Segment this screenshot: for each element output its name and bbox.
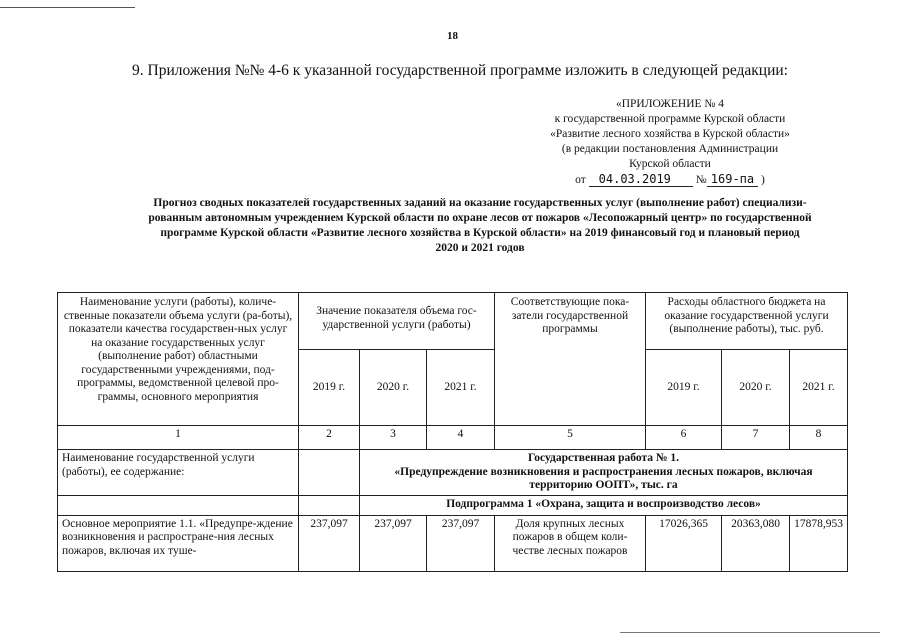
header-row: [58, 293, 848, 350]
from-label: от: [575, 174, 586, 186]
appendix-line: «Развитие лесного хозяйства в Курской области»: [550, 128, 790, 140]
expense-year-2020: 2020 г.: [722, 350, 790, 426]
empty-cell: [299, 450, 360, 496]
col-number: 3: [360, 426, 427, 450]
appendix-line: Курской области: [629, 158, 711, 170]
col1-header: Наименование услуги (работы), количе-ственные показатели объема услуги (ра-боты), показатели качества государствен-ных услуг на оказание государственных услуг (выполнение работ) областными государственными учреждениями, под-программы, ведомственной целевой про-граммы, основного мероприятия: [58, 293, 299, 426]
subprogram-row: [58, 495, 848, 515]
work-cell: [360, 450, 848, 496]
col-number: 6: [646, 426, 722, 450]
expense-year-2021: 2021 г.: [790, 350, 848, 426]
heading-line: программе Курской области «Развитие лесного хозяйства в Курской области» на 2019 финансовый год и плановый период: [160, 227, 800, 239]
work-title: Государственная работа № 1.: [528, 452, 679, 464]
volume-2021: 237,097: [427, 515, 495, 571]
programs-header: Соответствующие пока-затели государственной программы: [495, 293, 646, 426]
volume-2020: 237,097: [360, 515, 427, 571]
appendix-line: к государственной программе Курской области: [554, 113, 786, 125]
program-indicator: Доля крупных лесных пожаров в общем коли-честве лесных пожаров: [495, 515, 646, 571]
number-label: №: [695, 174, 707, 186]
subprogram-title: Подпрограмма 1 «Охрана, защита и воспроизводство лесов»: [360, 495, 848, 515]
page-number: 18: [447, 30, 458, 42]
year-2020: 2020 г.: [360, 350, 427, 426]
section-text: 9. Приложения №№ 4-6 к указанной государственной программе изложить в следующей редакции:: [132, 62, 788, 79]
col-number: 4: [427, 426, 495, 450]
col-number: 2: [299, 426, 360, 450]
decree-number: 169-па: [707, 172, 758, 187]
expense-2021: 17878,953: [790, 515, 848, 571]
table-row: [58, 515, 848, 571]
forecast-table: [57, 292, 848, 572]
appendix-block: [520, 97, 820, 188]
year-2021: 2021 г.: [427, 350, 495, 426]
service-row: [58, 450, 848, 496]
expense-2020: 20363,080: [722, 515, 790, 571]
col-number: 7: [722, 426, 790, 450]
empty-cell: [299, 495, 360, 515]
col-number: 1: [58, 426, 299, 450]
col-number: 8: [790, 426, 848, 450]
expense-2019: 17026,365: [646, 515, 722, 571]
year-2019: 2019 г.: [299, 350, 360, 426]
empty-cell: [58, 495, 299, 515]
work-description: «Предупреждение возникновения и распространения лесных пожаров, включая территорию ООПТ», тыс. га: [394, 465, 813, 491]
signature-line: [520, 172, 820, 188]
appendix-title: «ПРИЛОЖЕНИЕ № 4: [615, 98, 724, 110]
volume-2019: 237,097: [299, 515, 360, 571]
appendix-line: (в редакции постановления Администрации: [561, 143, 779, 155]
closing-paren: ): [761, 174, 765, 186]
scan-edge-line: [620, 632, 880, 633]
header-rule: [0, 7, 135, 8]
service-name-label: Наименование государственной услуги (работы), ее содержание:: [58, 450, 299, 496]
col-number: 5: [495, 426, 646, 450]
expenses-header: Расходы областного бюджета на оказание государственной услуги (выполнение работы), тыс. руб.: [646, 293, 848, 350]
document-heading: [80, 196, 880, 256]
measure-name: Основное мероприятие 1.1. «Предупре-ждение возникновения и распростране-ния лесных пожаров, включая их туше-: [58, 515, 299, 571]
heading-line: 2020 и 2021 годов: [435, 242, 525, 254]
expense-year-2019: 2019 г.: [646, 350, 722, 426]
heading-line: рованным автономным учреждением Курской области по охране лесов от пожаров «Лесопожарный центр» по государственной: [148, 212, 812, 224]
heading-line: Прогноз сводных показателей государственных заданий на оказание государственных услуг (выполнение работ) специализи-: [153, 197, 807, 209]
decree-date: 04.03.2019: [589, 172, 693, 187]
column-numbers-row: [58, 426, 848, 450]
volume-header: Значение показателя объема гос-ударственной услуги (работы): [299, 293, 495, 350]
